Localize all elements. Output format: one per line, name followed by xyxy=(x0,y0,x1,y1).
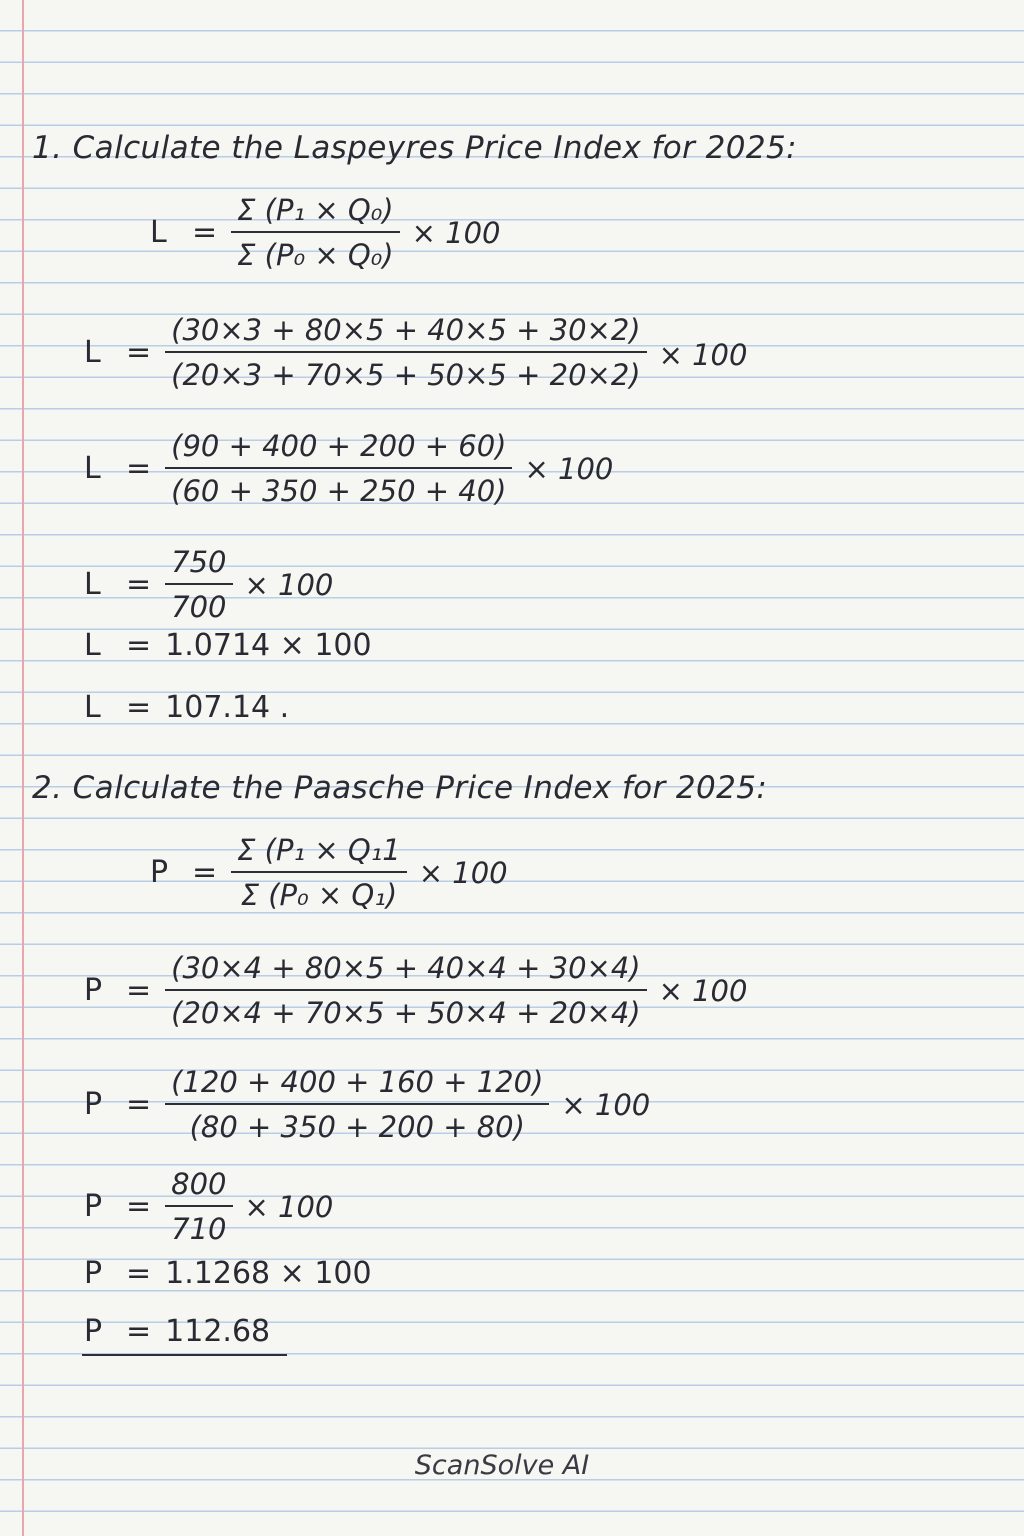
paasche-step-3 xyxy=(84,1166,333,1248)
fraction-bar xyxy=(165,583,232,585)
paasche-result xyxy=(84,1314,270,1349)
fraction-denominator: 710 xyxy=(171,1212,227,1247)
equals-sign: = xyxy=(126,973,152,1009)
paasche-formula-fraction xyxy=(231,832,407,914)
fraction-denominator: (20×4 + 70×5 + 50×4 + 20×4) xyxy=(171,996,641,1031)
equals-sign: = xyxy=(192,855,218,891)
multiplier: × 100 xyxy=(244,567,334,602)
multiplier: × 100 xyxy=(561,1087,651,1122)
equals-sign: = xyxy=(126,1256,152,1291)
paasche-step-2-fraction xyxy=(165,1064,549,1146)
laspeyres-formula xyxy=(150,192,501,274)
equals-sign: = xyxy=(126,335,152,371)
fraction-bar xyxy=(165,467,512,469)
laspeyres-step-3-fraction xyxy=(165,544,232,626)
fraction-numerator: Σ (P₁ × Q₁1 xyxy=(237,833,401,867)
equals-sign: = xyxy=(126,1189,152,1225)
fraction-bar xyxy=(165,1205,232,1207)
fraction-numerator: (90 + 400 + 200 + 60) xyxy=(171,429,507,463)
laspeyres-result-value: 107.14 . xyxy=(165,690,290,725)
paasche-symbol: P xyxy=(84,1256,103,1291)
paasche-step-2 xyxy=(84,1064,650,1146)
laspeyres-formula-fraction xyxy=(231,192,399,274)
equals-sign: = xyxy=(126,451,152,487)
fraction-denominator: Σ (P₀ × Q₀) xyxy=(237,238,394,273)
multiplier: × 100 xyxy=(524,451,614,486)
equals-sign: = xyxy=(192,215,218,251)
laspeyres-symbol: L xyxy=(84,628,101,663)
paasche-formula xyxy=(150,832,508,914)
equals-sign: = xyxy=(126,567,152,603)
laspeyres-step-1-fraction xyxy=(165,312,646,394)
laspeyres-step-3 xyxy=(84,544,333,626)
paasche-result-value: 112.68 xyxy=(165,1314,271,1349)
fraction-denominator: Σ (P₀ × Q₁) xyxy=(240,878,398,913)
fraction-bar xyxy=(231,871,407,873)
paasche-decimal-step: 1.1268 × 100 xyxy=(165,1256,372,1291)
fraction-numerator: (30×3 + 80×5 + 40×5 + 30×2) xyxy=(171,313,641,347)
fraction-bar xyxy=(231,231,399,233)
notebook-margin-line xyxy=(22,0,24,1536)
multiplier: × 100 xyxy=(658,337,748,372)
fraction-numerator: (120 + 400 + 160 + 120) xyxy=(171,1065,544,1099)
laspeyres-symbol: L xyxy=(84,335,101,371)
equals-sign: = xyxy=(126,1314,152,1349)
paasche-symbol: P xyxy=(84,1087,103,1123)
laspeyres-step-4 xyxy=(84,628,372,663)
paasche-symbol: P xyxy=(84,973,103,1009)
multiplier: × 100 xyxy=(418,855,508,890)
laspeyres-symbol: L xyxy=(84,690,101,725)
fraction-denominator: (20×3 + 70×5 + 50×5 + 20×2) xyxy=(171,358,641,393)
laspeyres-step-1 xyxy=(84,312,747,394)
paasche-heading: 2. Calculate the Paasche Price Index for 2025: xyxy=(32,770,768,806)
paasche-step-1 xyxy=(84,950,747,1032)
equals-sign: = xyxy=(126,628,152,663)
equals-sign: = xyxy=(126,690,152,725)
paasche-step-1-fraction xyxy=(165,950,646,1032)
fraction-bar xyxy=(165,351,646,353)
fraction-numerator: (30×4 + 80×5 + 40×4 + 30×4) xyxy=(171,951,641,985)
fraction-numerator: 800 xyxy=(171,1167,227,1201)
laspeyres-symbol: L xyxy=(84,567,101,603)
multiplier: × 100 xyxy=(658,973,748,1008)
paasche-step-4 xyxy=(84,1256,372,1291)
laspeyres-step-2 xyxy=(84,428,613,510)
fraction-denominator: (60 + 350 + 250 + 40) xyxy=(171,474,507,509)
paasche-symbol: P xyxy=(84,1189,103,1225)
laspeyres-decimal-step: 1.0714 × 100 xyxy=(165,628,372,663)
paasche-symbol: P xyxy=(150,855,169,891)
laspeyres-heading: 1. Calculate the Laspeyres Price Index for 2025: xyxy=(32,130,797,166)
fraction-denominator: 700 xyxy=(171,590,227,625)
footer-watermark xyxy=(0,1450,1024,1481)
laspeyres-step-2-fraction xyxy=(165,428,512,510)
fraction-denominator: (80 + 350 + 200 + 80) xyxy=(189,1110,525,1145)
fraction-bar xyxy=(165,1103,549,1105)
footer-label: ScanSolve AI xyxy=(414,1450,590,1481)
laspeyres-symbol: L xyxy=(84,451,101,487)
fraction-bar xyxy=(165,989,646,991)
paasche-symbol: P xyxy=(84,1314,103,1349)
paasche-step-3-fraction xyxy=(165,1166,232,1248)
laspeyres-result xyxy=(84,690,289,725)
multiplier: × 100 xyxy=(411,215,501,250)
equals-sign: = xyxy=(126,1087,152,1123)
result-underline xyxy=(82,1354,287,1356)
multiplier: × 100 xyxy=(244,1189,334,1224)
laspeyres-symbol: L xyxy=(150,215,167,251)
fraction-numerator: 750 xyxy=(171,545,227,579)
fraction-numerator: Σ (P₁ × Q₀) xyxy=(237,193,394,227)
